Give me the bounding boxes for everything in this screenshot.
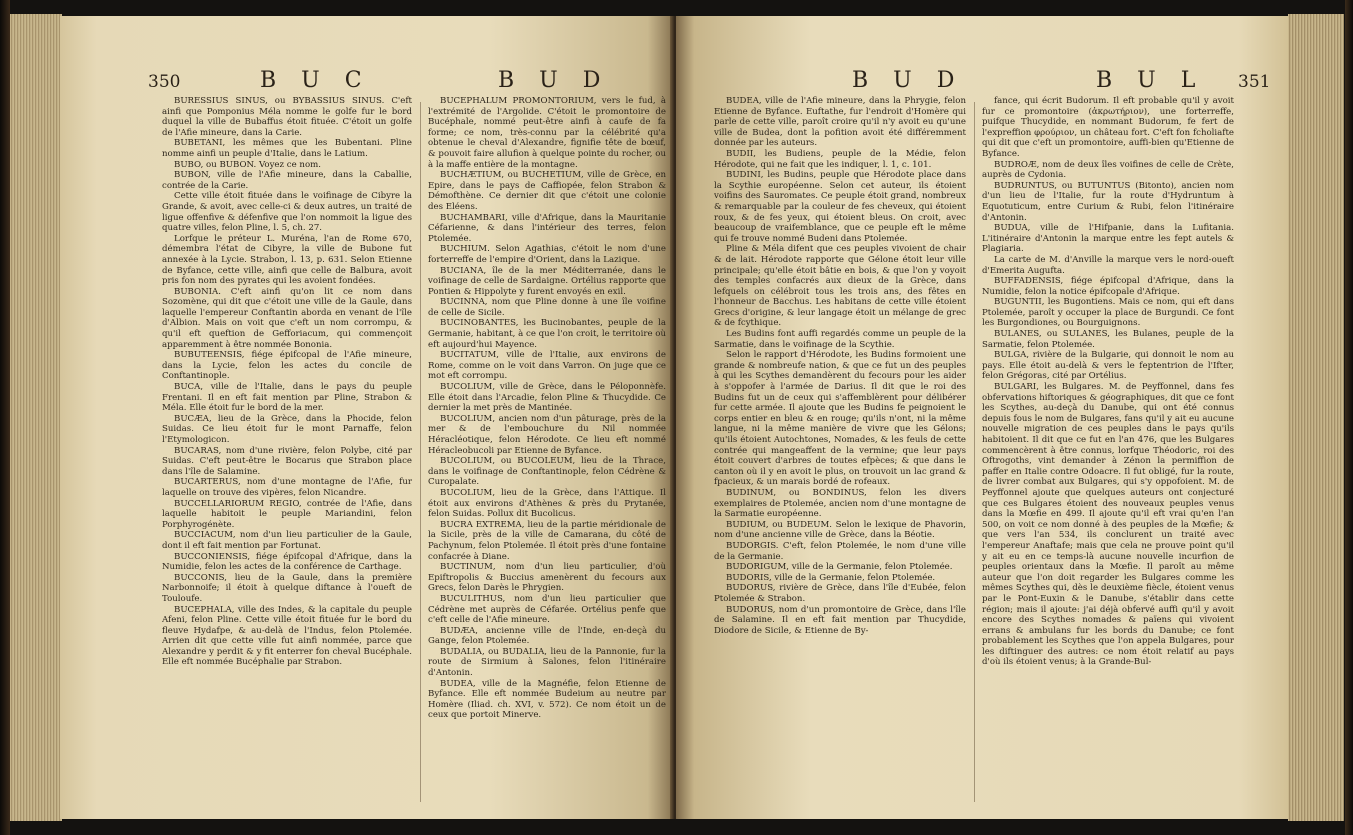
dictionary-entry: BULANES, ou SULANES, les Bulanes, peuple de la Sarmatie, felon Ptolemée. [982,329,1234,350]
dictionary-entry: BUCHIUM. Selon Agathias, c'étoit le nom d'une forterreffe de l'empire d'Orient, dans la Lazique. [428,244,666,265]
dictionary-entry: BUCOLIUM, lieu de la Grèce, dans l'Attique. Il étoit aux environs d'Athènes & près du Prytanée, felon Suidas. Pollux dit Bucolicus. [428,487,666,520]
dictionary-entry: BUBUTEENSIS, fiége épifcopal de l'Afie mineure, dans la Lycie, felon les actes du concile de Conftantinople. [162,350,412,382]
book-cover-right [1345,0,1353,835]
dictionary-entry: BUDORUS, rivière de Grèce, dans l'île d'Eubée, felon Ptolemée & Strabon. [714,583,966,604]
dictionary-entry: BUDEA, ville de la Magnéfie, felon Etienne de Byfance. Elle eft nommée Budeium au neutre par Homère (Iliad. ch. XVI, v. 572). Ce nom étoit un de ceux que portoit Minerve. [428,678,666,721]
dictionary-entry: BUCRA EXTREMA, lieu de la partie méridionale de la Sicile, près de la ville de Camarana, du côté de Pachynum, felon Ptolemée. Il étoit près d'une fontaine confacrée à Diane. [428,519,666,562]
left-page-col2-headword: B U D [498,68,610,93]
right-page-headword-right: B U L [1096,68,1205,93]
dictionary-entry: BUDUA, ville de l'Hifpanie, dans la Lufitania. L'itinéraire d'Antonin la marque entre les fept autels & Plagiaria. [982,223,1234,255]
dictionary-entry: BUDORIGUM, ville de la Germanie, felon Ptolemée. [726,562,953,573]
page-stack-left [10,14,62,821]
book-cover-left [0,0,10,835]
dictionary-entry: BUCULITHUS, nom d'un lieu particulier que Cédrène met auprès de Céfarée. Ortélius penfe que c'eft celle de l'Afie mineure. [428,593,666,626]
dictionary-entry: BUDÆA, ancienne ville de l'Inde, en-deçà du Gange, felon Ptolemée. [428,625,666,647]
right-page-header [676,66,1288,96]
left-page [60,16,672,819]
dictionary-entry: Les Budins font auffi regardés comme un peuple de la Sarmatie, dans le voifinage de la Scythie. [714,329,966,350]
right-page-column-2 [982,96,1234,816]
dictionary-entry: BURESSIUS SINUS, ou BYBASSIUS SINUS. C'eft ainfi que Pomponius Méla nomme le golfe fur le bord duquel la ville de Bubaffus étoit fituée. C'étoit un golfe de l'Afie mineure, dans la Carie. [162,96,412,138]
dictionary-entry: BUDRUNTUS, ou BUTUNTUS (Bitonto), ancien nom d'un lieu de l'Italie, fur la route d'Hydruntum à Equotuticum, entre Curium & Rubi, felon l'itinéraire d'Antonin. [982,180,1234,223]
dictionary-entry: BUDII, les Budiens, peuple de la Médie, felon Hérodote, qui ne fait que les indiquer, l. 1, c. 101. [714,148,966,170]
dictionary-entry: BUDORUS, nom d'un promontoire de Grèce, dans l'île de Salamine. Il en eft fait mention par Thucydide, Diodore de Sicile, & Etienne de By- [714,604,966,636]
dictionary-entry: BUGUNTII, les Bugontiens. Mais ce nom, qui eft dans Ptolemée, paroît y occuper la place de Burgundi. Ce font les Burgondiones, ou Bourguignons. [982,297,1234,329]
left-page-headword: B U C [260,68,371,93]
dictionary-entry: BUCCIACUM, nom d'un lieu particulier de la Gaule, dont il eft fait mention par Fortunat. [162,530,412,551]
dictionary-entry: BUBONIA. C'eft ainfi qu'on lit ce nom dans Sozomène, qui dit que c'étoit une ville de la Gaule, dans laquelle l'empereur Conftantin aborda en venant de l'île d'Albion. Mais on voit que c'eft un nom corrompu, & qu'il eft queftion de Gefforiacum, qui commençoit apparemment à être nommée Bononia. [162,286,412,350]
dictionary-entry: BUCINOBANTES, les Bucinobantes, peuple de la Germanie, habitant, à ce que l'on croit, le territoire où eft aujourd'hui Mayence. [428,318,666,350]
dictionary-entry: fance, qui écrit Budorum. Il eft probable qu'il y avoit fur ce promontoire (ἀκρωτήριον), une forterreffe, puifque Thucydide, en nommant Budorum, fe fert de l'expreffion φρούριον, un château fort. C'eft fon fcholiafte qui dit que c'eft un promontoire, auffi-bien qu'Etienne de Byfance. [982,96,1234,159]
dictionary-entry: BUCCONIS, lieu de la Gaule, dans la première Narbonnoife; il étoit à quelque diftance à l'oueft de Touloufe. [162,572,412,604]
dictionary-entry: BUCCONIENSIS, fiége épifcopal d'Afrique, dans la Numidie, felon les actes de la conférence de Carthage. [162,551,412,573]
right-page-number: 351 [1238,72,1271,92]
dictionary-entry: BUDEA, ville de l'Afie mineure, dans la Phrygie, felon Etienne de Byfance. Euftathe, fur l'endroit d'Homère qui parle de cette ville, paroît croire qu'il n'y avoit eu qu'une ville de Budea, dont la pofition avoit été différemment donnée par les auteurs. [714,96,966,149]
dictionary-entry: BUDORGIS. C'eft, felon Ptolemée, le nom d'une ville de la Germanie. [714,540,966,562]
column-divider [420,102,421,802]
dictionary-entry: BUCEPHALUM PROMONTORIUM, vers le fud, à l'extrémité de l'Argolide. C'étoit le promontoire de Bucéphale, nommé peut-être ainfi à caufe de fa forme; ce nom, très-connu par la célébrité qu'a obtenue le cheval d'Alexandre, fignifie tête de bœuf, & pouvoit faire allufion à quelque pointe du rocher, ou à la maffe entière de la montagne. [428,96,666,170]
dictionary-entry: BUBETANI, les mêmes que les Bubentani. Pline nomme ainfi un peuple d'Italie, dans le Latium. [162,138,412,159]
left-page-number: 350 [148,72,181,92]
dictionary-entry: Pline & Méla difent que ces peuples vivoient de chair & de lait. Hérodote rapporte que Gélone étoit leur ville principale; qu'elle étoit bâtie en bois, & que l'on y voyoit des temples confacrés aux dieux de la Grèce, dans lefquels on célébroit tous les trois ans, des fêtes en l'honneur de Bacchus. Les habitans de cette ville étoient Grecs d'origine, & leur langage étoit un mélange de grec & de fcythique. [714,244,966,329]
dictionary-entry: BUCINNA, nom que Pline donne à une île voifine de celle de Sicile. [428,297,666,318]
dictionary-entry: BUCOLIUM, ancien nom d'un pâturage, près de la mer & de l'embouchure du Nil nommée Héracléotique, felon Hérodote. Ce lieu eft nommé Héracleobucoli par Etienne de Byfance. [428,413,666,456]
dictionary-entry: BUDROÆ, nom de deux îles voifines de celle de Crète, auprès de Cydonia. [982,159,1234,181]
dictionary-entry: BUBON, ville de l'Afie mineure, dans la Caballie, contrée de la Carie. [162,170,412,191]
dictionary-entry: Selon le rapport d'Hérodote, les Budins formoient une grande & nombreufe nation, & que ce fut un des peuples à qui les Scythes demandèrent du fecours pour les aider à s'oppofer à l'armée de Darius. Il dit que le roi des Budins fut un de ceux qui s'affemblèrent pour délibérer fur cette armée. Il ajoute que les Budins fe peignoient le corps entier en bleu & en rouge; qu'ils n'ont, ni la même langue, ni la même manière de vivre que les Gélons; qu'ils étoient Autochtones, Nomades, & les feuls de cette contrée qui mangeaffent de la vermine; que leur pays étoit couvert d'arbres de toutes efpèces; & que dans le canton où il y en avoit le plus, on trouvoit un lac grand & fpacieux, & un marais bordé de rofeaux. [714,350,966,488]
dictionary-entry: BUCARTERUS, nom d'une montagne de l'Afie, fur laquelle on trouve des vipères, felon Nicandre. [162,477,412,498]
dictionary-entry: BUCARAS, nom d'une rivière, felon Polybe, cité par Suidas. C'eft peut-être le Bocarus que Strabon place dans l'île de Salamine. [162,445,412,477]
dictionary-entry: BULGARI, les Bulgares. M. de Peyffonnel, dans fes obfervations hiftoriques & géographiques, dit que ce font les Scythes, au-deçà du Danube, qui ont été connus depuis fous le nom de Bulgares, fans qu'il y ait eu aucune nouvelle migration de ces peuples dans le pays qu'ils habitoient. Il dit que ce fut en l'an 476, que les Bulgares commencèrent à être connus, lorfque Théodoric, roi des Oftrogoths, vint demander à Zénon la permiffion de paffer en Italie contre Odoacre. Il fut obligé, fur la route, de livrer combat aux Bulgares, qui s'y oppofoient. M. de Peyffonnel ajoute que quelques auteurs ont conjecturé que ces Bulgares étoient des nouveaux peuples venus dans la Mœfie en 499. Il ajoute qu'il eft vrai qu'en l'an 500, on voit ce nom donné à des peuples de la Mœfie; & que vers l'an 534, ils conclurent un traité avec l'empereur Anaftafe; mais que cela ne prouve point qu'il y ait eu en ce temps-là aucune nouvelle incurfion de peuples orientaux dans la Mœfie. Il paroît au même auteur que l'on doit regarder les Bulgares comme les mêmes Scythes qui, dès le deuxième fiècle, étoient venus par le Pont-Euxin & le Danube, s'établir dans cette région; mais il ajoute: j'ai déjà obfervé auffi qu'il y avoit encore des Scythes nomades & païens qui vivoient errans & ambulans fur les bords du Danube; ce font probablement les Scythes que l'on appela Bulgares, pour les diftinguer des autres: ce nom étoit relatif au pays d'où ils étoient venus; à la Grande-Bul- [982,382,1234,668]
dictionary-entry: BUCIANA, île de la mer Méditerranée, dans le voifinage de celle de Sardaigne. Ortélius rapporte que Pontien & Hippolyte y furent envoyés en exil. [428,265,666,297]
page-stack-right [1288,14,1344,821]
dictionary-entry: BUCÆA, lieu de la Grèce, dans la Phocide, felon Suidas. Ce lieu étoit fur le mont Parnaffe, felon l'Etymologicon. [162,413,412,445]
dictionary-entry: BUCOLIUM, ville de Grèce, dans le Péloponnèfe. Elle étoit dans l'Arcadie, felon Pline & Thucydide. Ce dernier la met près de Mantinée. [428,382,666,414]
dictionary-entry: BUCHÆTIUM, ou BUCHETIUM, ville de Grèce, en Epire, dans le pays de Caffiopée, felon Strabon & Démofthène. Ce dernier dit que c'étoit une colonie des Eléens. [428,170,666,212]
dictionary-entry: BUCHAMBARI, ville d'Afrique, dans la Mauritanie Céfarienne, & dans l'intérieur des terres, felon Ptolemée. [428,212,666,244]
dictionary-entry: BUDINUM, ou BONDINUS, felon les divers exemplaires de Ptolemée, ancien nom d'une montagne de la Sarmatie européenne. [714,487,966,520]
dictionary-entry: Cette ville étoit fituée dans le voifinage de Cibyre la Grande, & avoit, avec celle-ci & deux autres, un traité de ligue offenfive & défenfive que l'on nommoit la ligue des quatre villes, felon Pline, l. 5, ch. 27. [162,191,412,234]
dictionary-entry: BUFFADENSIS, fiége épifcopal d'Afrique, dans la Numidie, felon la notice épifcopale d'Afrique. [982,276,1234,297]
right-page [676,16,1288,819]
dictionary-entry: BUCOLIUM, ou BUCOLEUM, lieu de la Thrace, dans le voifinage de Conftantinople, felon Cédrène & Curopalate. [428,456,666,488]
left-page-header [60,66,672,96]
column-divider [974,102,975,802]
dictionary-entry: Lorfque le préteur L. Muréna, l'an de Rome 670, démembra l'état de Cibyre, la ville de Bubone fut annexée à la Lycie. Strabon, l. 13, p. 631. Selon Etienne de Byfance, cette ville, ainfi que celle de Balbura, avoit pris fon nom des pyrates qui les avoient fondées. [162,233,412,287]
dictionary-entry: BUCTINUM, nom d'un lieu particulier, d'où Epiftropolis & Buccius amenèrent du fecours aux Grecs, felon Darès le Phrygien. [428,562,666,594]
dictionary-entry: BUDORIS, ville de la Germanie, felon Ptolemée. [726,572,936,583]
dictionary-entry: BUDALIA, ou BUDALIA, lieu de la Pannonie, fur la route de Sirmium à Salones, felon l'itinéraire d'Antonin. [428,646,666,679]
dictionary-entry: BUDINI, les Budins, peuple que Hérodote place dans la Scythie européenne. Selon cet auteur, ils étoient voifins des Sauromates. Ce peuple étoit grand, nombreux & remarquable par la couleur de fes cheveux, qui étoient roux, & de fes yeux, qui étoient bleus. On croit, avec beaucoup de vraifemblance, que ce peuple eft le même qui fe trouve nommé Budeni dans Ptolemée. [714,170,966,244]
right-page-headword-left: B U D [852,68,964,93]
dictionary-entry: BUCITATUM, ville de l'Italie, aux environs de Rome, comme on le voit dans Varron. On juge que ce mot eft corrompu. [428,350,666,382]
dictionary-entry: BUCEPHALA, ville des Indes, & la capitale du peuple Afeni, felon Pline. Cette ville étoit fituée fur le bord du fleuve Hydafpe, & au-delà de l'Indus, felon Ptolemée. Arrien dit que cette ville fut ainfi nommée, parce que Alexandre y perdit & y fit enterrer fon cheval Bucéphale. Elle eft nommée Bucéphalie par Strabon. [162,604,412,668]
left-page-column-1 [162,96,412,816]
right-page-column-1 [714,96,966,816]
dictionary-entry: BUBO, ou BUBON. Voyez ce nom. [174,159,321,170]
dictionary-entry: BULGA, rivière de la Bulgarie, qui donnoit le nom au pays. Elle étoit au-delà & vers le feptentrion de l'Ifter, felon Grégoras, cité par Ortélius. [982,350,1234,382]
dictionary-entry: BUCCELLARIORUM REGIO, contrée de l'Afie, dans laquelle habitoit le peuple Mariandini, felon Porphyrogénète. [162,498,412,530]
dictionary-entry: BUCA, ville de l'Italie, dans le pays du peuple Frentani. Il en eft fait mention par Pline, Strabon & Méla. Elle étoit fur le bord de la mer. [162,382,412,414]
dictionary-entry: La carte de M. d'Anville la marque vers le nord-oueft d'Emerita Augufta. [982,254,1234,276]
left-page-column-2 [428,96,666,816]
dictionary-entry: BUDIUM, ou BUDEUM. Selon le lexique de Phavorin, nom d'une ancienne ville de Grèce, dans la Béotie. [714,519,966,541]
